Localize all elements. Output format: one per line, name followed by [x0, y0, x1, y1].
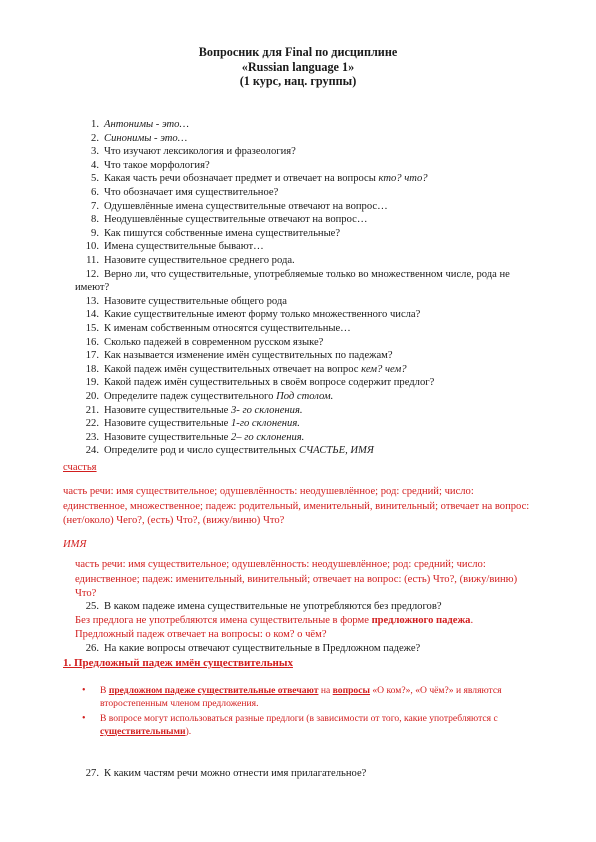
bullet-item [82, 712, 567, 738]
question-number: 12. [85, 268, 99, 280]
bullet-dot-icon: • [82, 713, 86, 724]
question-text: Одушевлённые имена существительные отвечают на вопрос… [104, 200, 388, 212]
question-emphasis: СЧАСТЬЕ, ИМЯ [298, 445, 374, 457]
question-item [75, 363, 407, 377]
answer-word-schastya: счастья [63, 462, 97, 473]
question-emphasis: 2– го склонения. [231, 431, 305, 443]
question-emphasis: 1-го склонения. [231, 418, 300, 430]
question-text: Какой падеж имён существительных в своём вопросе содержит предлог? [104, 377, 435, 389]
title-line-3: (1 курс, нац. группы) [239, 74, 357, 88]
question-text: Определите падеж существительного [104, 391, 277, 402]
question-text: В каком падеже имена существительные не употребляются без предлогов? [104, 601, 442, 612]
question-emphasis: кто? что? [378, 173, 428, 185]
question-number: 6. [91, 187, 99, 198]
question-item [75, 240, 264, 254]
question-text: Какой падеж имён существительных отвечает на вопрос [104, 363, 362, 375]
question-text: Какая часть речи обозначает предмет и отвечает на вопросы [104, 173, 379, 185]
question-text: Что такое морфология? [104, 159, 210, 171]
answer-25-text: Без предлога не употребляются имена существительные в форме [75, 615, 372, 626]
question-number: 20. [85, 391, 99, 402]
question-text: Назовите существительное среднего рода. [104, 255, 295, 266]
question-item [75, 417, 300, 431]
question-number: 17. [85, 350, 99, 362]
question-text: Неодушевлённые существительные отвечают на вопрос… [104, 214, 368, 226]
question-item [75, 444, 374, 458]
question-text: Назовите существительные [104, 418, 231, 430]
title-line-2: «Russian language 1» [241, 59, 355, 74]
question-number: 18. [85, 363, 99, 375]
question-item [75, 308, 420, 322]
question-number: 14. [85, 309, 99, 321]
question-text: К каким частям речи можно отнести имя прилагательное? [104, 768, 367, 779]
question-item [75, 767, 366, 781]
question-number: 7. [91, 200, 99, 212]
question-item [75, 295, 287, 309]
question-item [75, 322, 351, 336]
question-item [75, 186, 278, 200]
question-text: На какие вопросы отвечают существительные в Предложном падеже? [104, 643, 421, 654]
question-number: 3. [91, 146, 99, 158]
question-text: Что изучают лексикология и фразеология? [104, 146, 296, 158]
answer-26-heading: 1. Предложный падеж имён существительных [63, 657, 293, 669]
question-text: Назовите существительные общего рода [104, 295, 287, 307]
question-text: Синонимы - это… [104, 132, 188, 144]
question-number: 22. [85, 418, 99, 430]
question-item [75, 254, 295, 268]
question-emphasis: Под столом. [276, 391, 334, 402]
question-number: 24. [85, 445, 99, 457]
question-item [75, 145, 296, 159]
question-item [75, 349, 393, 363]
question-number: 10. [85, 241, 99, 253]
question-text: Имена существительные бывают… [104, 241, 264, 253]
question-item [75, 600, 442, 614]
question-emphasis: кем? чем? [361, 363, 407, 375]
question-number: 16. [85, 336, 99, 348]
question-number: 9. [91, 227, 99, 239]
question-text: Определите род и число существительных [104, 445, 299, 457]
question-number: 19. [85, 377, 99, 389]
title-line-1: Вопросник для Final по дисциплине [198, 45, 398, 59]
question-item [75, 390, 333, 404]
question-item [75, 213, 367, 227]
question-number: 27. [85, 768, 99, 779]
question-number: 11. [86, 255, 99, 266]
answer-25-line-2: Предложный падеж отвечает на вопросы: о ком? о чём? [75, 629, 327, 640]
answer-desc-imya: часть речи: имя существительное; одушевлённость: неодушевлённое; род: средний; число: единственное; падеж: именительный, винительный; отвечает на вопрос: (есть) Что?, (вижу/виню) Что? [75, 559, 518, 599]
bullet-text: В предложном падеже существительные отвечают на вопросы «О ком?», «О чём?» и являются второстепенным членом предложения. [100, 685, 502, 709]
question-item [75, 172, 428, 186]
question-item [75, 159, 210, 173]
answer-word-imya: ИМЯ [63, 539, 87, 550]
question-text: Как пишутся собственные имена существительные? [104, 227, 341, 239]
question-text: Что обозначает имя существительное? [104, 187, 279, 198]
question-number: 8. [91, 214, 99, 226]
question-text: Сколько падежей в современном русском языке? [104, 336, 324, 348]
answer-25-line-1 [75, 614, 473, 629]
bullet-text: В вопросе могут использоваться разные предлоги (в зависимости от того, какие употребляются с существительными). [100, 713, 498, 737]
question-text: Антонимы - это… [104, 119, 189, 130]
question-number: 2. [91, 132, 99, 144]
question-number: 21. [85, 404, 99, 416]
question-text: Верно ли, что существительные, употребляемые только во множественном числе, рода не имеют? [75, 268, 510, 294]
answer-desc-schastya: часть речи: имя существительное; одушевлённость: неодушевлённое; род: средний; число: единственное, множественное; падеж: родительный, именительный, винительный; отвечает на вопрос: (нет/около) Чего?, (есть) Что?, (вижу/виню) Что? [63, 486, 530, 526]
question-text: Назовите существительные [104, 404, 231, 416]
question-number: 1. [91, 119, 99, 130]
question-number: 25. [85, 601, 99, 612]
question-item [75, 118, 189, 132]
question-emphasis: 3- го склонения. [231, 404, 303, 416]
question-text: Какие существительные имеют форму только множественного числа? [104, 309, 421, 321]
question-number: 26. [85, 643, 99, 654]
question-item [75, 642, 420, 656]
bullet-item [82, 684, 567, 710]
question-text: К именам собственным относятся существительные… [104, 323, 351, 334]
answer-25-post: . [470, 615, 474, 626]
question-number: 13. [85, 295, 99, 307]
question-number: 5. [91, 173, 99, 185]
document-title [0, 45, 596, 89]
question-item [75, 431, 304, 445]
question-number: 4. [91, 159, 99, 171]
question-item [75, 200, 388, 214]
bullet-dot-icon: • [82, 685, 86, 696]
question-item [75, 268, 545, 295]
question-number: 15. [85, 323, 99, 334]
question-item [75, 404, 303, 418]
question-item [75, 336, 323, 350]
question-text: Как называется изменение имён существительных по падежам? [104, 350, 393, 362]
answer-25-bold: предложного падежа [371, 615, 471, 626]
question-text: Назовите существительные [104, 431, 231, 443]
question-item [75, 227, 340, 241]
question-item [75, 132, 187, 146]
question-item [75, 376, 434, 390]
question-number: 23. [85, 431, 99, 443]
